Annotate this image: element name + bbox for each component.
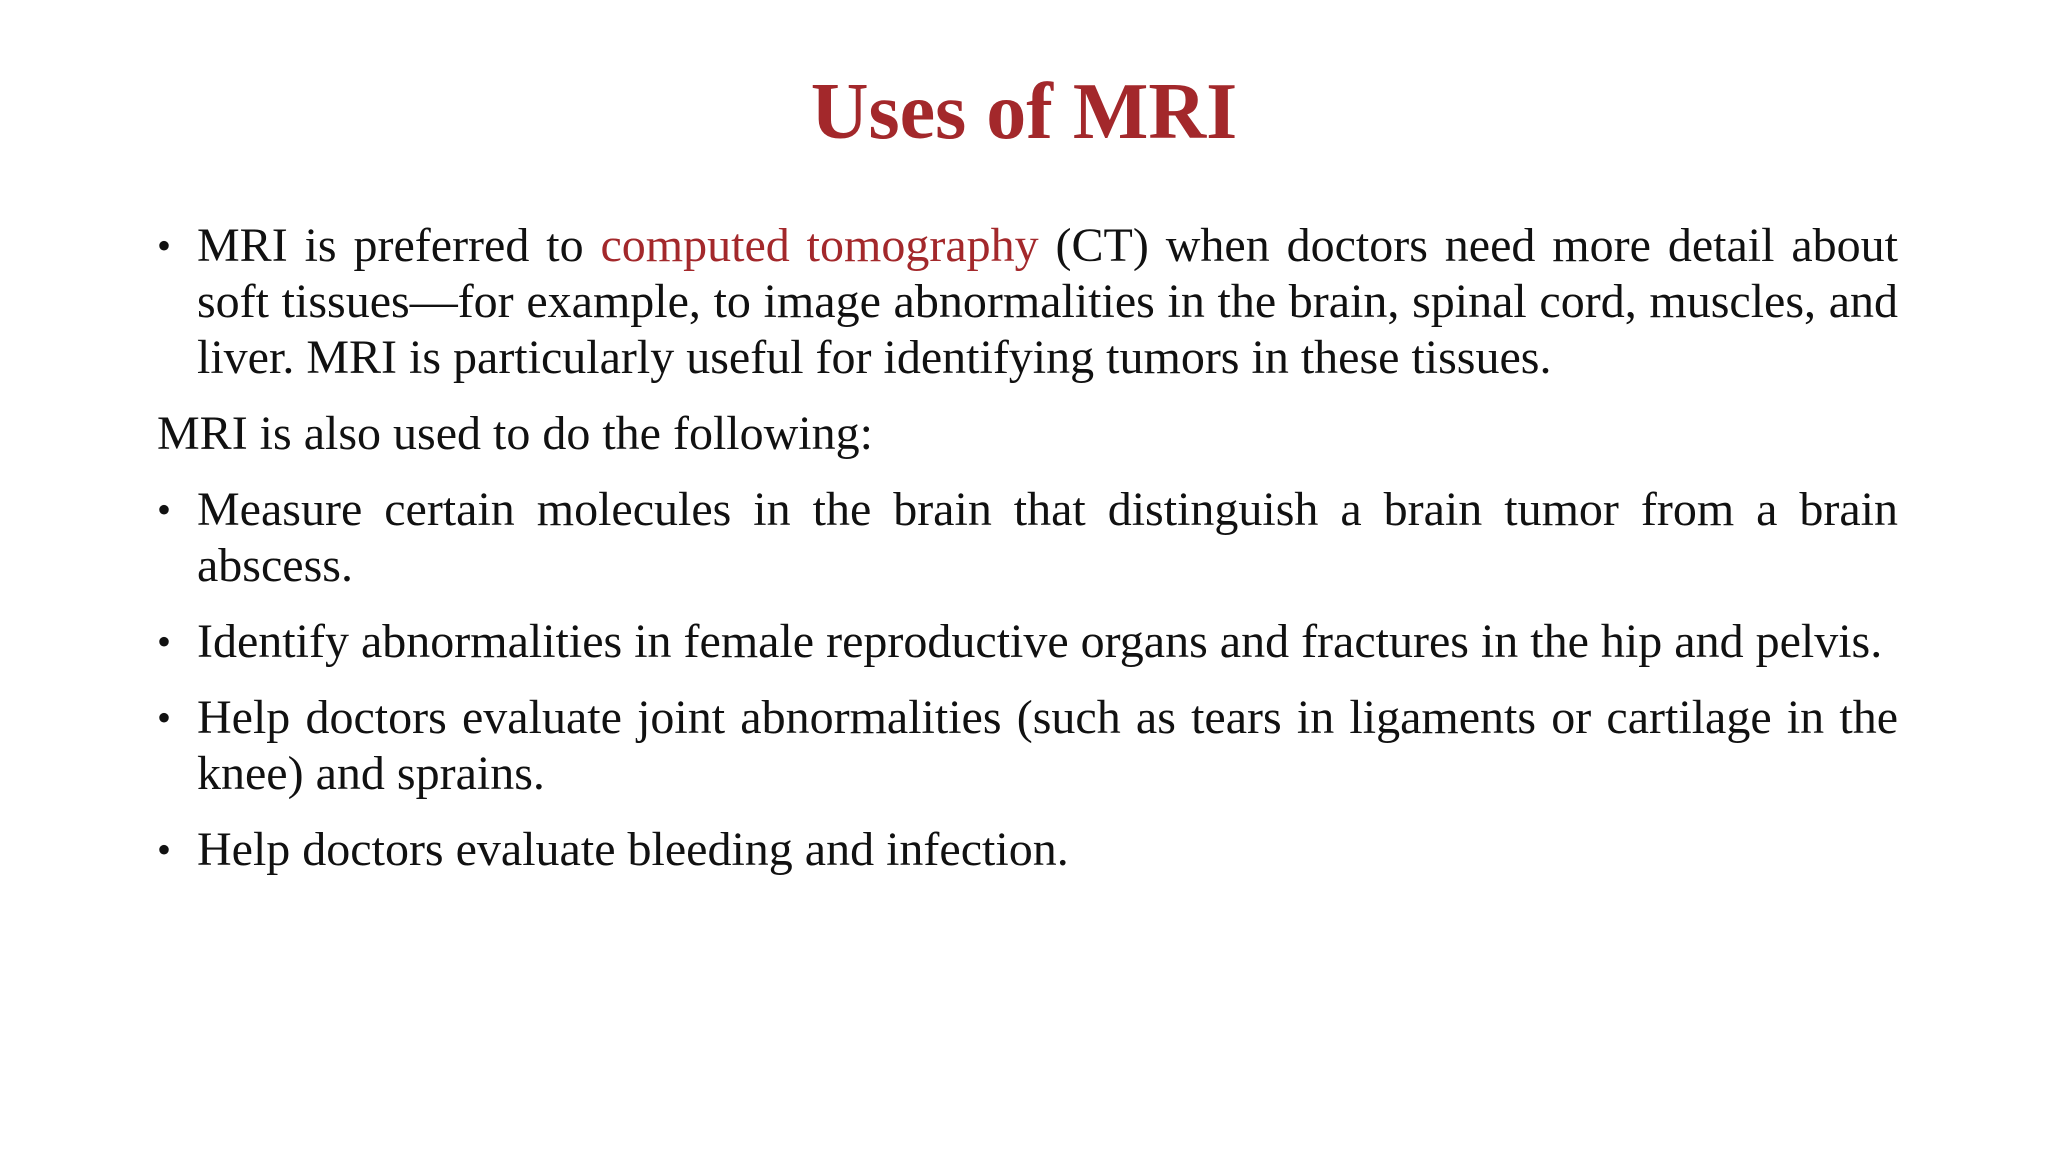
bullet-text: Identify abnormalities in female reproductive organs and fractures in the hip and pelvis. [197,615,1883,668]
slide-body [157,218,1898,898]
bullet-item-2 [157,614,1898,670]
bullet-text: Help doctors evaluate joint abnormalities (such as tears in ligaments or cartilage in the knee) and sprains. [197,691,1898,800]
intro-text-before: MRI is preferred to [197,219,601,272]
bullet-text: Measure certain molecules in the brain that distinguish a brain tumor from a brain abscess. [197,483,1898,592]
bullet-icon: • [157,619,172,664]
bullet-item-4 [157,822,1898,878]
bullet-icon: • [157,695,172,740]
bullet-item-3 [157,690,1898,802]
bullet-icon: • [157,827,172,872]
lead-in-text: MRI is also used to do the following: [157,407,873,460]
bullet-icon: • [157,223,172,268]
bullet-text: Help doctors evaluate bleeding and infection. [197,823,1069,876]
bullet-item-1 [157,482,1898,594]
bullet-item-intro [157,218,1898,386]
computed-tomography-link[interactable]: computed tomography [600,219,1039,272]
intro-text-after: (CT) when doctors need more detail about soft tissues—for example, to image abnormalities in the brain, spinal cord, muscles, and liver. MRI is particularly useful for identifying tumors in these tissues. [197,219,1898,384]
bullet-icon: • [157,487,172,532]
slide-title: Uses of MRI [810,68,1238,156]
